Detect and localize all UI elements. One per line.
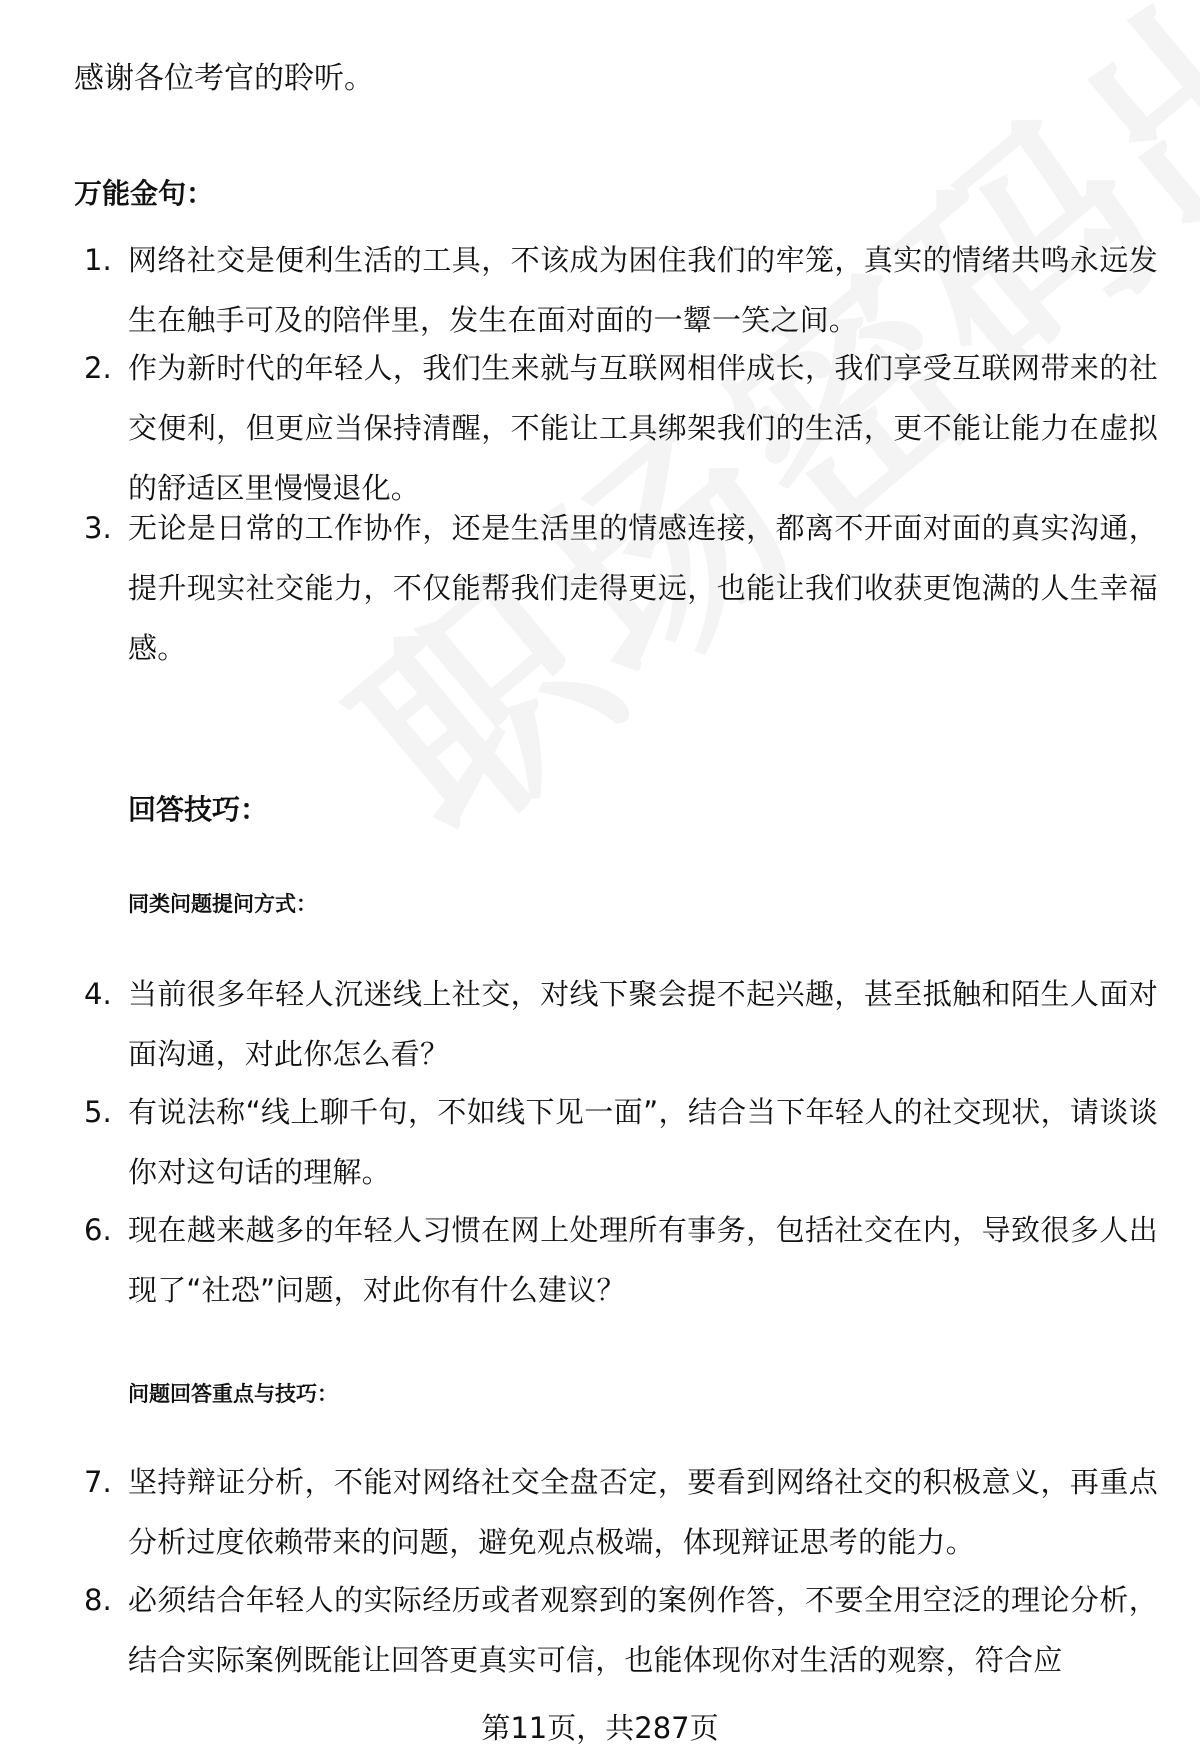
page-number-footer: 第11页，共287页 <box>481 1711 719 1745</box>
intro-tail-text: 感谢各位考官的聆听。 <box>74 61 374 96</box>
list-item-text: 坚持辩证分析，不能对网络社交全盘否定，要看到网络社交的积极意义，再重点分析过度依赖带来的问题，避免观点极端，体现辩证思考的能力。 <box>128 1465 1158 1559</box>
list-item-text: 无论是日常的工作协作，还是生活里的情感连接，都离不开面对面的真实沟通，提升现实社交能力，不仅能帮我们走得更远，也能让我们收获更饱满的人生幸福感。 <box>128 511 1158 665</box>
list-item-number: 7. <box>84 1465 112 1499</box>
list-item-text: 当前很多年轻人沉迷线上社交，对线下聚会提不起兴趣，甚至抵触和陌生人面对面沟通，对此你怎么看？ <box>128 977 1158 1071</box>
list-item-text: 作为新时代的年轻人，我们生来就与互联网相伴成长，我们享受互联网带来的社交便利，但更应当保持清醒，不能让工具绑架我们的生活，更不能让能力在虚拟的舒适区里慢慢退化。 <box>128 351 1158 505</box>
list-item-number: 5. <box>84 1095 112 1129</box>
list-item-text: 有说法称“线上聊千句，不如线下见一面”，结合当下年轻人的社交现状，请谈谈你对这句话的理解。 <box>128 1095 1158 1189</box>
list-item-number: 2. <box>84 351 112 385</box>
list-item-number: 6. <box>84 1213 112 1247</box>
list-item-text: 现在越来越多的年轻人习惯在网上处理所有事务，包括社交在内，导致很多人出现了“社恐”问题，对此你有什么建议？ <box>128 1213 1158 1307</box>
list-item-number: 8. <box>84 1583 112 1617</box>
list-item-text: 网络社交是便利生活的工具，不该成为困住我们的牢笼，真实的情绪共鸣永远发生在触手可及的陪伴里，发生在面对面的一颦一笑之间。 <box>128 243 1158 337</box>
list-item-number: 3. <box>84 511 112 545</box>
list-item-number: 4. <box>84 977 112 1011</box>
subsection-title-key-points: 问题回答重点与技巧： <box>128 1382 338 1406</box>
list-item-number: 1. <box>84 243 112 277</box>
subsection-title-similar-questions: 同类问题提问方式： <box>128 892 317 916</box>
section-title-answer-tips: 回答技巧： <box>128 793 269 826</box>
section-title-golden-sentences: 万能金句： <box>74 177 215 210</box>
list-item-text: 必须结合年轻人的实际经历或者观察到的案例作答，不要全用空泛的理论分析，结合实际案例既能让回答更真实可信，也能体现你对生活的观察，符合应 <box>128 1583 1158 1677</box>
